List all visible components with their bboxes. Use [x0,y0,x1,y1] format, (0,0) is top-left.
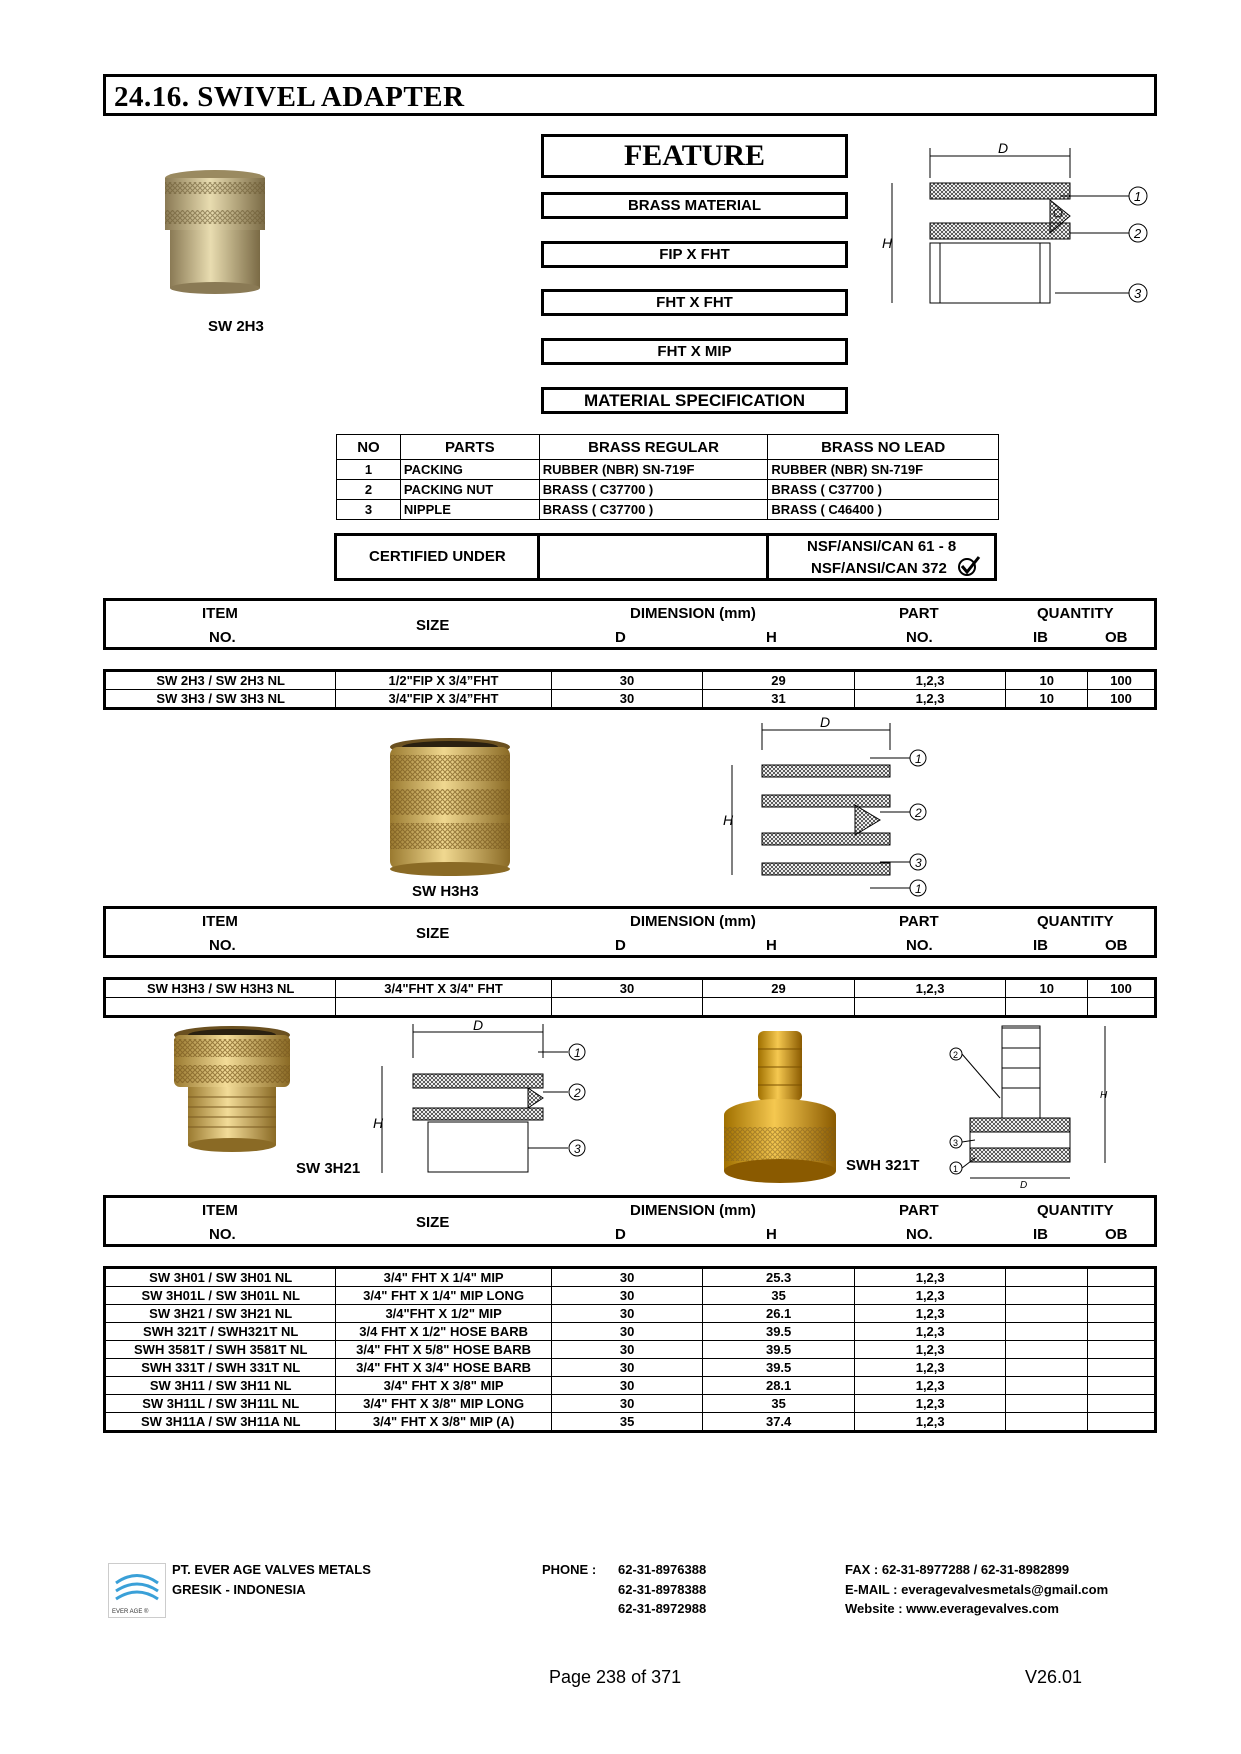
table-cell [854,998,1006,1017]
callout-2: 2 [915,806,922,820]
table3 [103,1266,1157,1433]
feature-item-fht-x-mip: FHT X MIP [541,338,848,365]
callout-3: 3 [915,856,922,870]
table-row [105,1287,1156,1305]
label-swh3h3: SW H3H3 [412,883,479,900]
table1-header [103,598,1157,650]
table-cell: SW 3H11 / SW 3H11 NL [105,1377,336,1395]
hdr-dimension: DIMENSION (mm) [630,913,756,930]
table-cell: 1/2"FIP X 3/4”FHT [336,671,551,690]
table-cell: SW 3H01L / SW 3H01L NL [105,1287,336,1305]
table-cell: 3/4" FHT X 5/8" HOSE BARB [336,1341,551,1359]
table-row [105,1377,1156,1395]
company-location: GRESIK - INDONESIA [172,1582,306,1597]
table-cell: SW 3H11L / SW 3H11L NL [105,1395,336,1413]
table-cell: 30 [551,1323,703,1341]
table-row [105,1323,1156,1341]
callout-1: 1 [1134,189,1142,204]
product-image-swh321t [720,1027,840,1185]
certification-box [334,533,997,581]
table-cell [1006,1359,1088,1377]
col-brass-no-lead: BRASS NO LEAD [768,435,999,460]
technical-drawing-sw3h21 [368,1018,600,1178]
hdr-part: PART [899,605,939,622]
table-cell: 1,2,3 [854,1359,1006,1377]
table-cell [1006,1341,1088,1359]
table-cell: 10 [1006,690,1088,709]
col-no: NO [337,435,401,460]
hdr-item: ITEM [202,1202,238,1219]
callout-1b: 1 [915,882,922,896]
hdr-size: SIZE [416,1214,450,1231]
table-cell: 1,2,3 [854,1341,1006,1359]
table-cell: SW H3H3 / SW H3H3 NL [105,979,336,998]
label-swh321t: SWH 321T [846,1157,920,1174]
dim-d-label: D [473,1018,484,1033]
table-row [337,460,999,480]
dim-d-label: D [1020,1180,1028,1190]
table-cell: 25.3 [703,1268,855,1287]
cell: RUBBER (NBR) SN-719F [539,460,768,480]
callout-3: 3 [574,1142,581,1156]
hdr-d: D [615,629,626,646]
table-cell: 1,2,3 [854,1305,1006,1323]
table-cell: 1,2,3 [854,1377,1006,1395]
table-cell: 100 [1088,690,1156,709]
table-cell: 30 [551,1305,703,1323]
hdr-h: H [766,937,777,954]
table-cell: 3/4"FIP X 3/4”FHT [336,690,551,709]
hdr-no: NO. [209,937,236,954]
table-cell: SWH 3581T / SWH 3581T NL [105,1341,336,1359]
dim-h-label: H [373,1115,384,1131]
feature-heading: FEATURE [541,134,848,178]
table-row [337,480,999,500]
phone-1: 62-31-8976388 [618,1562,707,1577]
table-cell: SWH 321T / SWH321T NL [105,1323,336,1341]
hdr-dimension: DIMENSION (mm) [630,605,756,622]
page-number: Page 238 of 371 [549,1667,682,1687]
callout-3: 3 [953,1138,959,1148]
hdr-ib: IB [1033,1226,1048,1243]
callout-1: 1 [915,752,922,766]
table-cell: 1,2,3 [854,979,1006,998]
table-cell: 1,2,3 [854,1323,1006,1341]
table-cell: 3/4" FHT X 3/4" HOSE BARB [336,1359,551,1377]
phone-3: 62-31-8972988 [618,1601,707,1616]
table-cell: 3/4"FHT X 3/4" FHT [336,979,551,998]
hdr-part-no: NO. [906,937,933,954]
company-name: PT. EVER AGE VALVES METALS [172,1562,371,1577]
feature-item-brass-material: BRASS MATERIAL [541,192,848,219]
hdr-quantity: QUANTITY [1037,1202,1114,1219]
table-cell: 35 [551,1413,703,1432]
dim-h-label: H [882,235,893,251]
table-cell [1088,1395,1156,1413]
hdr-item: ITEM [202,913,238,930]
label-sw3h21: SW 3H21 [296,1160,361,1177]
table-row [105,1268,1156,1287]
table-cell [1088,1413,1156,1432]
hdr-dimension: DIMENSION (mm) [630,1202,756,1219]
table-cell: 29 [703,671,855,690]
cell: PACKING NUT [400,480,539,500]
cell: BRASS ( C37700 ) [539,500,768,520]
table-cell: 29 [703,979,855,998]
hdr-h: H [766,1226,777,1243]
table-cell: 30 [551,1377,703,1395]
cell: BRASS ( C37700 ) [768,480,999,500]
table-cell: 1,2,3 [854,1268,1006,1287]
table-row [105,690,1156,709]
table-cell: 100 [1088,671,1156,690]
table-cell [105,998,336,1017]
table-cell [336,998,551,1017]
material-spec-heading: MATERIAL SPECIFICATION [541,387,848,414]
cell: PACKING [400,460,539,480]
table-cell: 28.1 [703,1377,855,1395]
logo-text: EVER AGE ® [112,1609,149,1615]
table-cell [1088,1341,1156,1359]
product-image-sw3h21 [170,1025,295,1157]
table-cell [1006,1287,1088,1305]
material-spec-table [336,434,999,520]
table-cell: 3/4" FHT X 1/4" MIP [336,1268,551,1287]
table-cell: 37.4 [703,1413,855,1432]
hdr-size: SIZE [416,617,450,634]
hdr-ob: OB [1105,937,1128,954]
table3-header [103,1195,1157,1247]
dim-d-label: D [998,140,1009,156]
cell: NIPPLE [400,500,539,520]
table-cell: 39.5 [703,1359,855,1377]
table2-header [103,906,1157,958]
table-cell: 26.1 [703,1305,855,1323]
table-cell: 1,2,3 [854,690,1006,709]
table-cell: SWH 331T / SWH 331T NL [105,1359,336,1377]
table-cell [703,998,855,1017]
hdr-item: ITEM [202,605,238,622]
callout-1: 1 [574,1046,581,1060]
email: E-MAIL : everagevalvesmetals@gmail.com [845,1582,1109,1597]
table-row [105,1341,1156,1359]
callout-2: 2 [574,1086,581,1100]
hdr-part: PART [899,1202,939,1219]
hdr-part-no: NO. [906,629,933,646]
table-cell: 1,2,3 [854,671,1006,690]
table-row [105,998,1156,1017]
product-image-sw2h3 [150,168,280,308]
hdr-d: D [615,937,626,954]
callout-3: 3 [1134,286,1142,301]
table-cell: 30 [551,979,703,998]
cell: 1 [337,460,401,480]
hdr-no: NO. [209,1226,236,1243]
table-cell: 30 [551,1395,703,1413]
table-cell: 35 [703,1287,855,1305]
page-title-box [103,74,1157,116]
cell: BRASS ( C46400 ) [768,500,999,520]
technical-drawing-swh3h3 [720,715,940,900]
fax: FAX : 62-31-8977288 / 62-31-8982899 [845,1562,1070,1577]
table-cell [1006,1413,1088,1432]
table-cell: 30 [551,671,703,690]
table-cell [1006,1377,1088,1395]
col-parts: PARTS [400,435,539,460]
table-cell: 3/4" FHT X 1/4" MIP LONG [336,1287,551,1305]
callout-2: 2 [953,1050,959,1060]
hdr-ob: OB [1105,629,1128,646]
table-row [337,500,999,520]
table2 [103,977,1157,1018]
table-cell: SW 3H21 / SW 3H21 NL [105,1305,336,1323]
hdr-d: D [615,1226,626,1243]
table-cell [1088,998,1156,1017]
table-cell: SW 3H3 / SW 3H3 NL [105,690,336,709]
table-row [105,1395,1156,1413]
hdr-part-no: NO. [906,1226,933,1243]
table-cell: 3/4 FHT X 1/2" HOSE BARB [336,1323,551,1341]
certified-under-label: CERTIFIED UNDER [369,548,506,565]
technical-drawing-swh321t [940,1018,1120,1190]
table-cell: 100 [1088,979,1156,998]
label-sw2h3: SW 2H3 [208,318,264,335]
table-cell: 3/4"FHT X 1/2" MIP [336,1305,551,1323]
dim-h-label: H [1100,1090,1108,1101]
table-cell: 1,2,3 [854,1287,1006,1305]
page-title: 24.16. SWIVEL ADAPTER [114,81,465,113]
table-cell: 3/4" FHT X 3/8" MIP LONG [336,1395,551,1413]
table-cell: 39.5 [703,1341,855,1359]
feature-item-fht-x-fht: FHT X FHT [541,289,848,316]
cell: 3 [337,500,401,520]
table1 [103,669,1157,710]
table-cell [1006,998,1088,1017]
hdr-quantity: QUANTITY [1037,913,1114,930]
technical-drawing-sw2h3 [880,138,1160,313]
table-cell: SW 3H01 / SW 3H01 NL [105,1268,336,1287]
table-cell: 10 [1006,671,1088,690]
table-cell: 30 [551,1341,703,1359]
table-cell: 35 [703,1395,855,1413]
callout-1: 1 [953,1164,959,1174]
hdr-ib: IB [1033,937,1048,954]
hdr-h: H [766,629,777,646]
table-cell: 39.5 [703,1323,855,1341]
table-cell: 30 [551,690,703,709]
website: Website : www.everagevalves.com [845,1601,1059,1616]
check-icon [957,555,981,577]
table-row [105,1359,1156,1377]
cell: 2 [337,480,401,500]
cell: RUBBER (NBR) SN-719F [768,460,999,480]
dim-d-label: D [820,715,831,730]
table-cell: 3/4" FHT X 3/8" MIP [336,1377,551,1395]
hdr-ob: OB [1105,1226,1128,1243]
hdr-ib: IB [1033,629,1048,646]
version: V26.01 [1025,1667,1083,1687]
table-cell [1006,1323,1088,1341]
table-cell [1088,1305,1156,1323]
col-brass-regular: BRASS REGULAR [539,435,768,460]
table-cell: 31 [703,690,855,709]
table-cell: 30 [551,1359,703,1377]
table-cell: 30 [551,1268,703,1287]
cert-line-1: NSF/ANSI/CAN 61 - 8 [807,538,957,555]
dim-h-label: H [723,812,734,828]
table-cell: SW 3H11A / SW 3H11A NL [105,1413,336,1432]
phone-label: PHONE : [542,1562,597,1577]
hdr-size: SIZE [416,925,450,942]
table-cell: 30 [551,1287,703,1305]
cell: BRASS ( C37700 ) [539,480,768,500]
table-cell [1006,1268,1088,1287]
table-cell [1088,1268,1156,1287]
table-cell [1006,1305,1088,1323]
table-cell: 3/4" FHT X 3/8" MIP (A) [336,1413,551,1432]
table-row [105,1413,1156,1432]
table-cell [1006,1395,1088,1413]
hdr-part: PART [899,913,939,930]
hdr-no: NO. [209,629,236,646]
table-cell: SW 2H3 / SW 2H3 NL [105,671,336,690]
company-logo [108,1563,166,1618]
table-cell: 1,2,3 [854,1395,1006,1413]
table-row [105,1305,1156,1323]
table-cell [1088,1323,1156,1341]
table-cell: 1,2,3 [854,1413,1006,1432]
table-row [105,671,1156,690]
callout-2: 2 [1134,226,1142,241]
hdr-quantity: QUANTITY [1037,605,1114,622]
feature-item-fip-x-fht: FIP X FHT [541,241,848,268]
table-cell [1088,1359,1156,1377]
table-cell [1088,1377,1156,1395]
table-cell: 10 [1006,979,1088,998]
phone-2: 62-31-8978388 [618,1582,707,1597]
product-image-swh3h3 [385,737,515,879]
table-row [105,979,1156,998]
table-cell [551,998,703,1017]
cert-line-2: NSF/ANSI/CAN 372 [811,560,947,577]
table-cell [1088,1287,1156,1305]
